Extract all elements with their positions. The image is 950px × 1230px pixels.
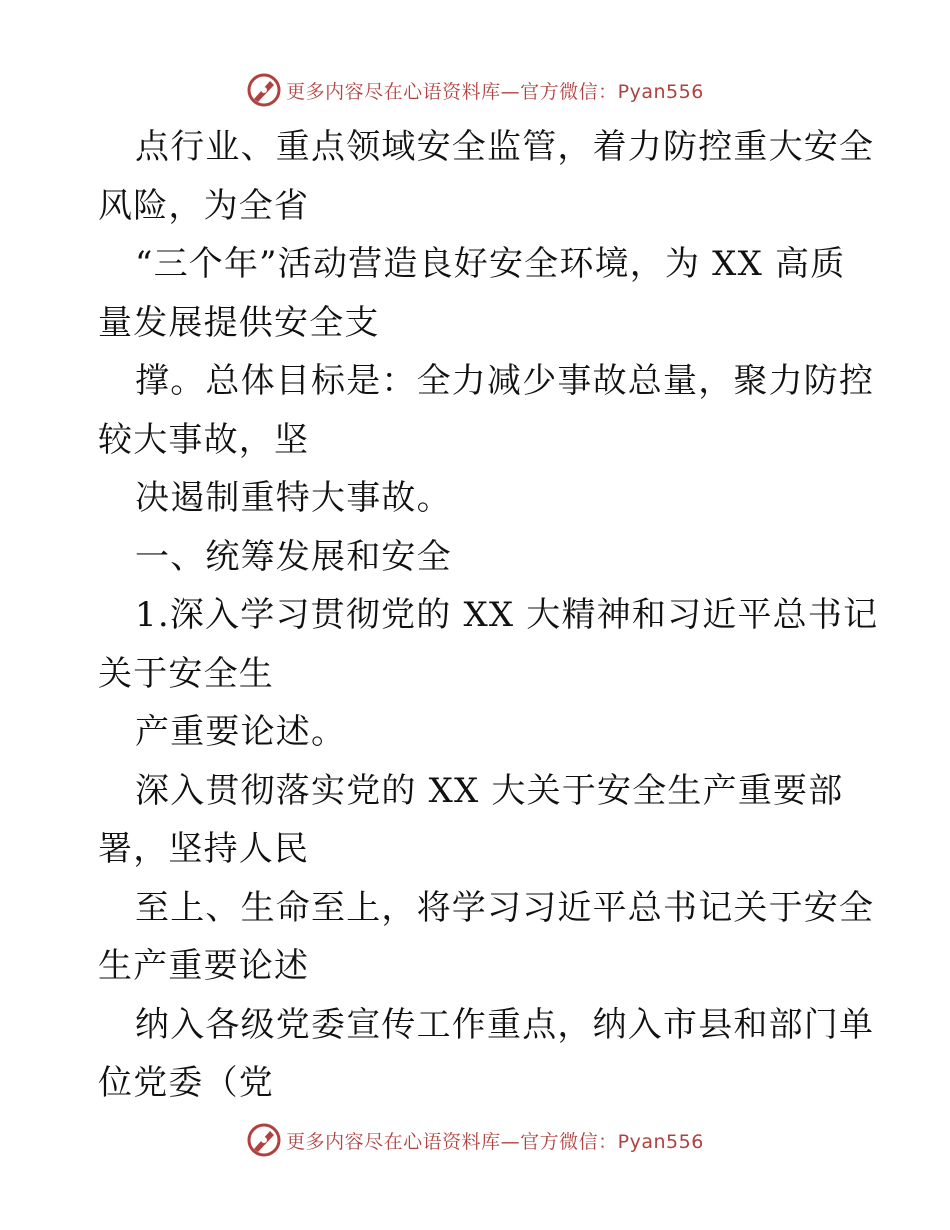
text-line: 产重要论述。 [135,712,347,752]
text-line: 决遏制重特大事故。 [135,478,452,518]
footer-site-text: 更多内容尽在心语资料库 [286,1130,501,1153]
text-line: 深入贯彻落实党的 XX 大关于安全生产重要部 [135,770,844,811]
text-line: 关于安全生 [98,653,274,694]
footer-watermark [0,1120,950,1160]
text-line: 风险，为全省 [98,185,310,226]
document-body [98,118,879,1113]
text-line: 点行业、重点领域安全监管，着力防控重大安全 [135,127,875,167]
text-line: 一、统筹发展和安全 [135,536,452,577]
pen-logo-icon [246,72,282,108]
text-line: 位党委（党 [98,1063,274,1103]
header-site-text: 更多内容尽在心语资料库 [286,80,501,103]
text-line: 1.深入学习贯彻党的 XX 大精神和习近平总书记 [135,595,879,635]
text-line: 署，坚持人民 [98,829,310,869]
header-wechat-text: 官方微信：Pyan556 [520,80,704,103]
footer-dash: — [500,1130,521,1153]
header-dash: — [500,80,521,103]
text-line: 撑。总体目标是：全力减少事故总量，聚力防控 [135,361,875,401]
text-line: 纳入各级党委宣传工作重点，纳入市县和部门单 [135,1004,875,1045]
text-line: 生产重要论述 [98,946,310,986]
text-line: 量发展提供安全支 [98,302,380,343]
header-watermark [0,70,950,110]
text-line: “三个年”活动营造良好安全环境，为 XX 高质 [135,244,846,284]
text-line: 至上、生命至上，将学习习近平总书记关于安全 [135,887,875,928]
pen-logo-icon [246,1122,282,1158]
footer-wechat-text: 官方微信：Pyan556 [520,1130,704,1153]
text-line: 较大事故，坚 [98,419,310,460]
